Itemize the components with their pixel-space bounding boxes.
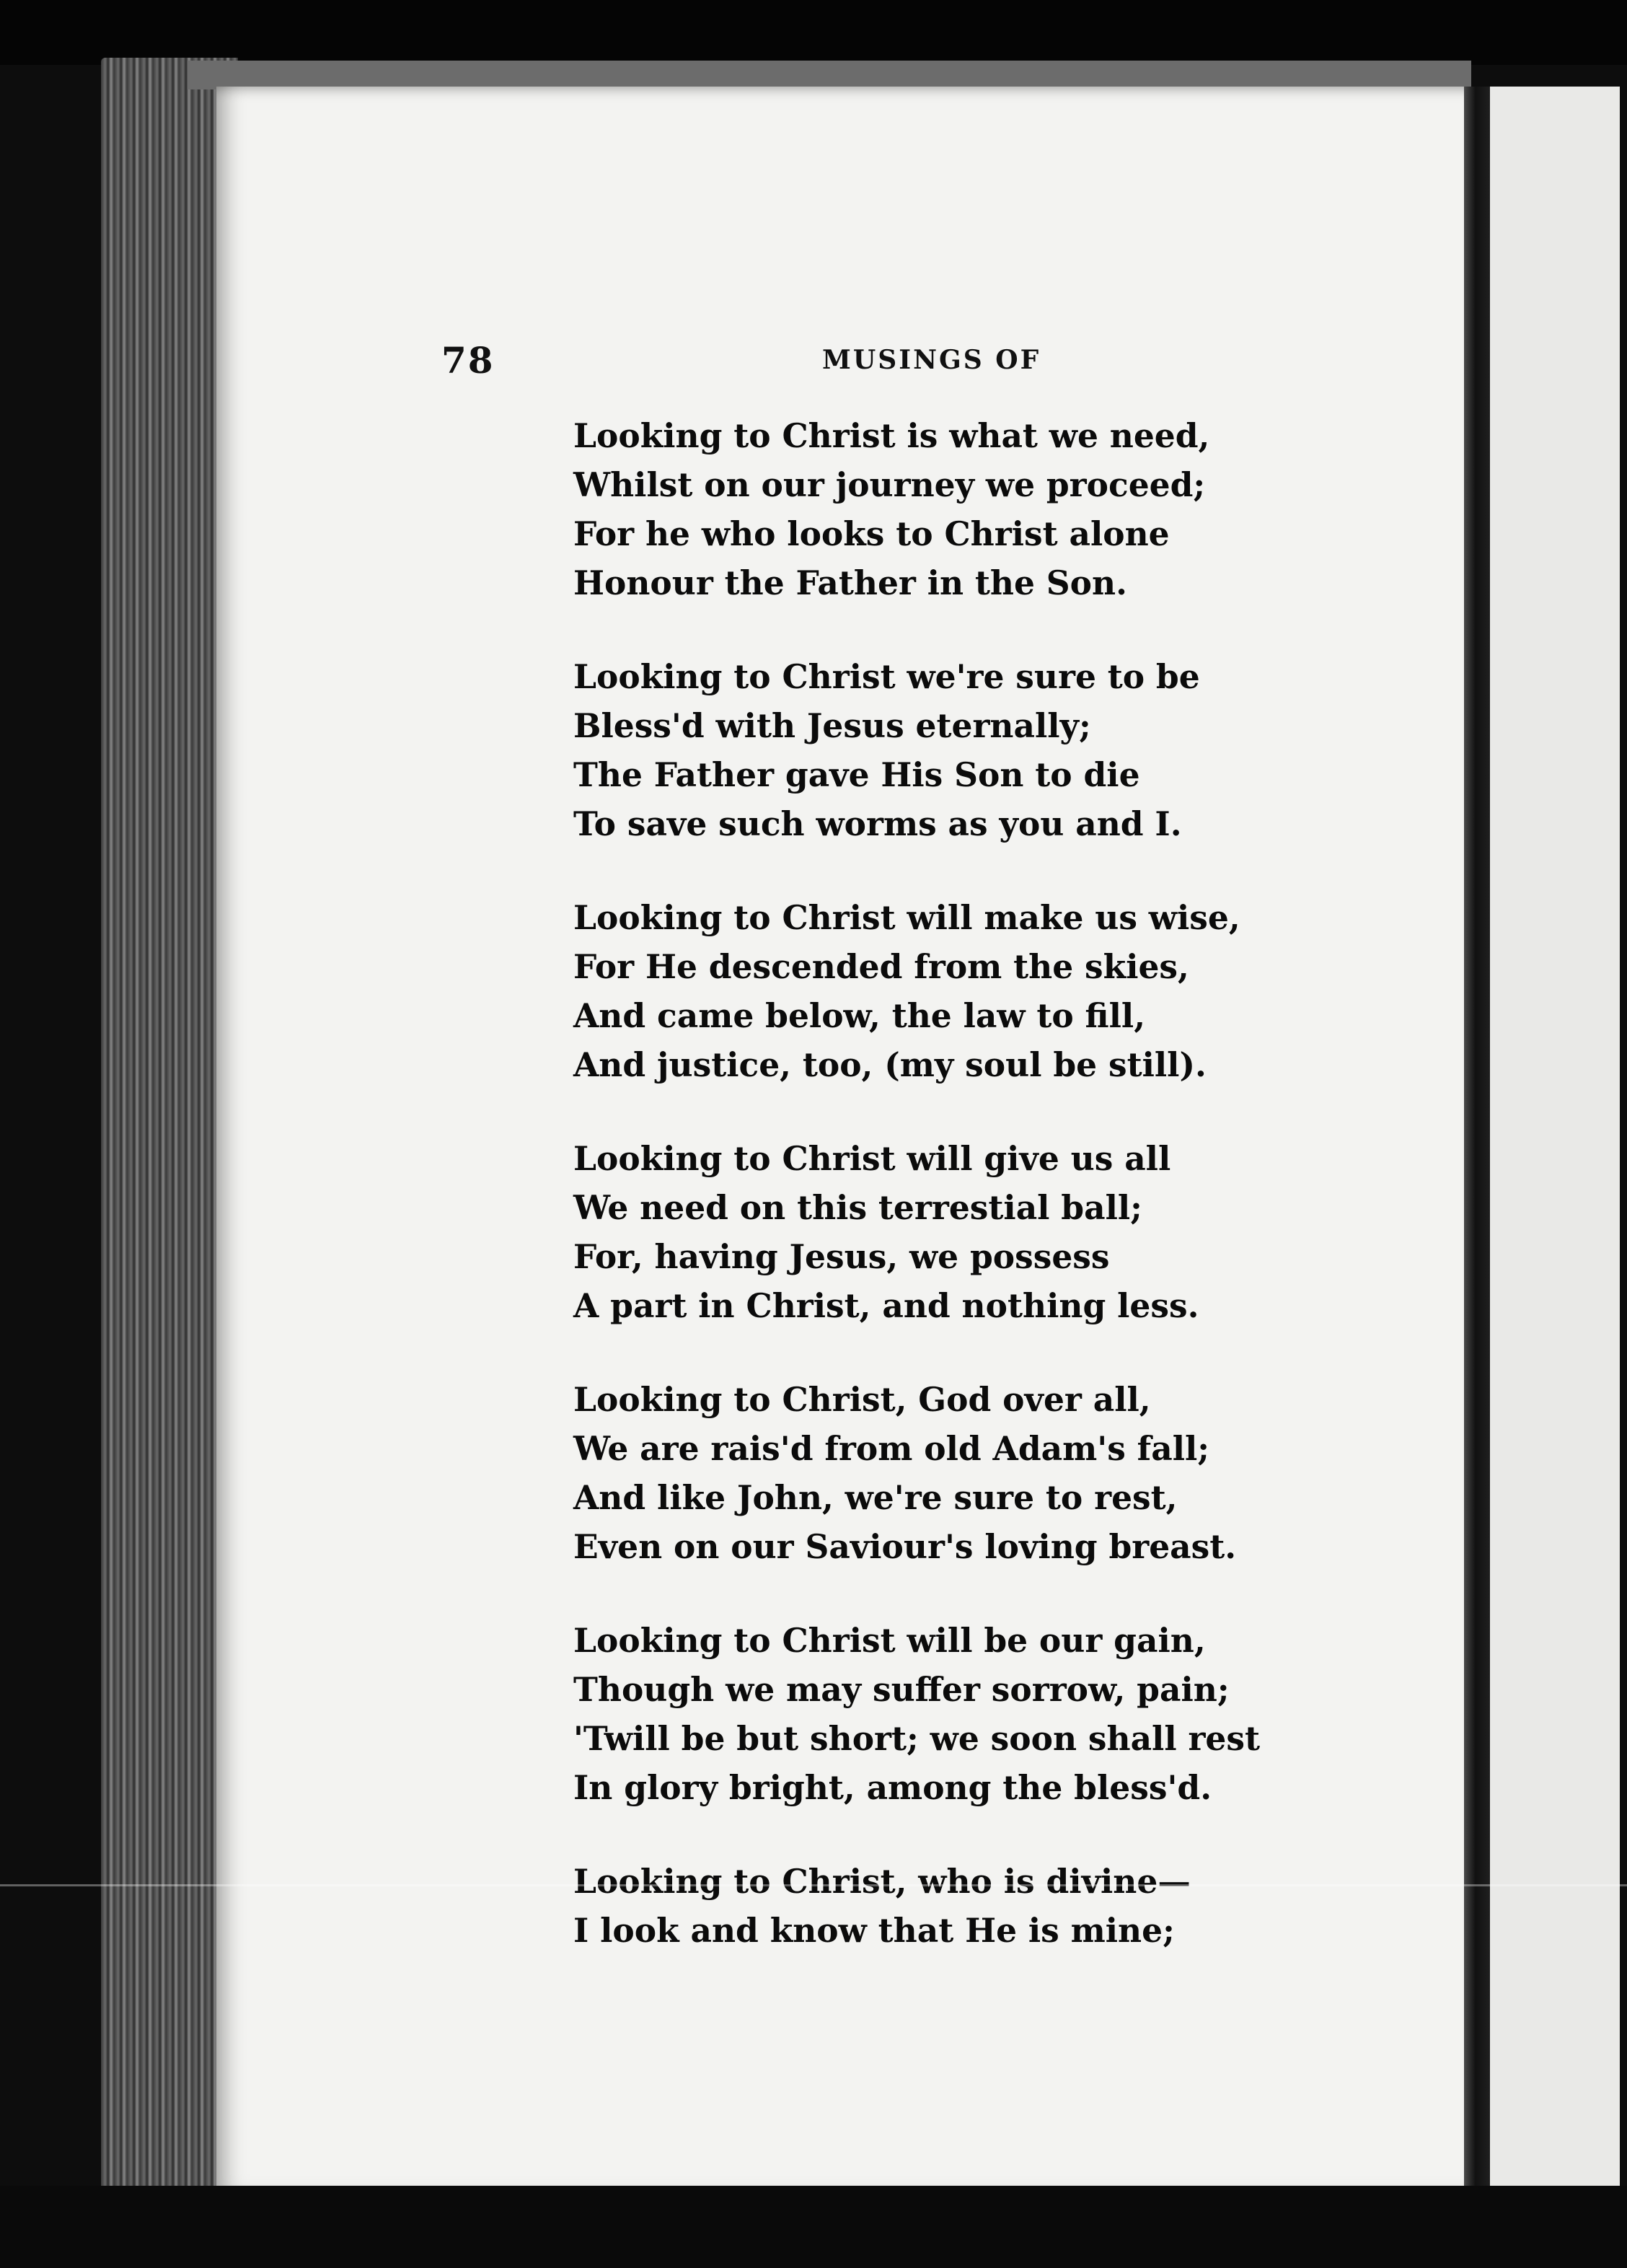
poem [573,411,1439,1955]
poem-line: Looking to Christ will give us all [573,1139,1171,1178]
poem-line: 'Twill be but short; we soon shall rest [573,1719,1261,1758]
poem-line: Though we may suffer sorrow, pain; [573,1670,1230,1709]
poem-line: The Father gave His Son to die [573,755,1140,794]
book-gutter [1464,87,1493,2186]
poem-line: Even on our Saviour's loving breast. [573,1527,1237,1566]
facing-page [1490,87,1620,2186]
stanza [573,1375,1439,1571]
poem-line: For, having Jesus, we possess [573,1237,1110,1276]
poem-line: In glory bright, among the bless'd. [573,1768,1212,1807]
poem-line: Looking to Christ will make us wise, [573,898,1240,937]
poem-line: Looking to Christ is what we need, [573,416,1210,455]
stanza [573,1616,1439,1812]
stanza [573,893,1439,1089]
poem-line: Bless'd with Jesus eternally; [573,706,1091,745]
stanza [573,652,1439,848]
poem-line: I look and know that He is mine; [573,1911,1175,1950]
poem-line: And came below, the law to fill, [573,996,1146,1035]
poem-line: For He descended from the skies, [573,947,1189,986]
stanza [573,1134,1439,1330]
poem-line: And justice, too, (my soul be still). [573,1045,1207,1084]
book-top-edge [188,61,1471,89]
stanza [573,411,1439,607]
poem-line: Honour the Father in the Son. [573,563,1127,602]
poem-line: For he who looks to Christ alone [573,514,1170,553]
poem-line: Looking to Christ will be our gain, [573,1621,1206,1660]
poem-line: We are rais'd from old Adam's fall; [573,1429,1210,1468]
poem-line: We need on this terrestial ball; [573,1188,1142,1227]
poem-line: To save such worms as you and I. [573,804,1182,843]
running-head: MUSINGS OF [822,345,1041,375]
page-number: 78 [441,339,495,382]
poem-line: Looking to Christ we're sure to be [573,657,1200,696]
poem-line: Looking to Christ, God over all, [573,1380,1151,1419]
poem-line: Looking to Christ, who is divine— [573,1862,1191,1901]
film-border-top [0,0,1627,65]
stanza [573,1857,1439,1955]
poem-line: And like John, we're sure to rest, [573,1478,1178,1517]
poem-line: A part in Christ, and nothing less. [573,1286,1199,1325]
film-border-bottom [0,2186,1627,2268]
poem-line: Whilst on our journey we proceed; [573,465,1206,504]
film-scratch [0,1884,1627,1886]
